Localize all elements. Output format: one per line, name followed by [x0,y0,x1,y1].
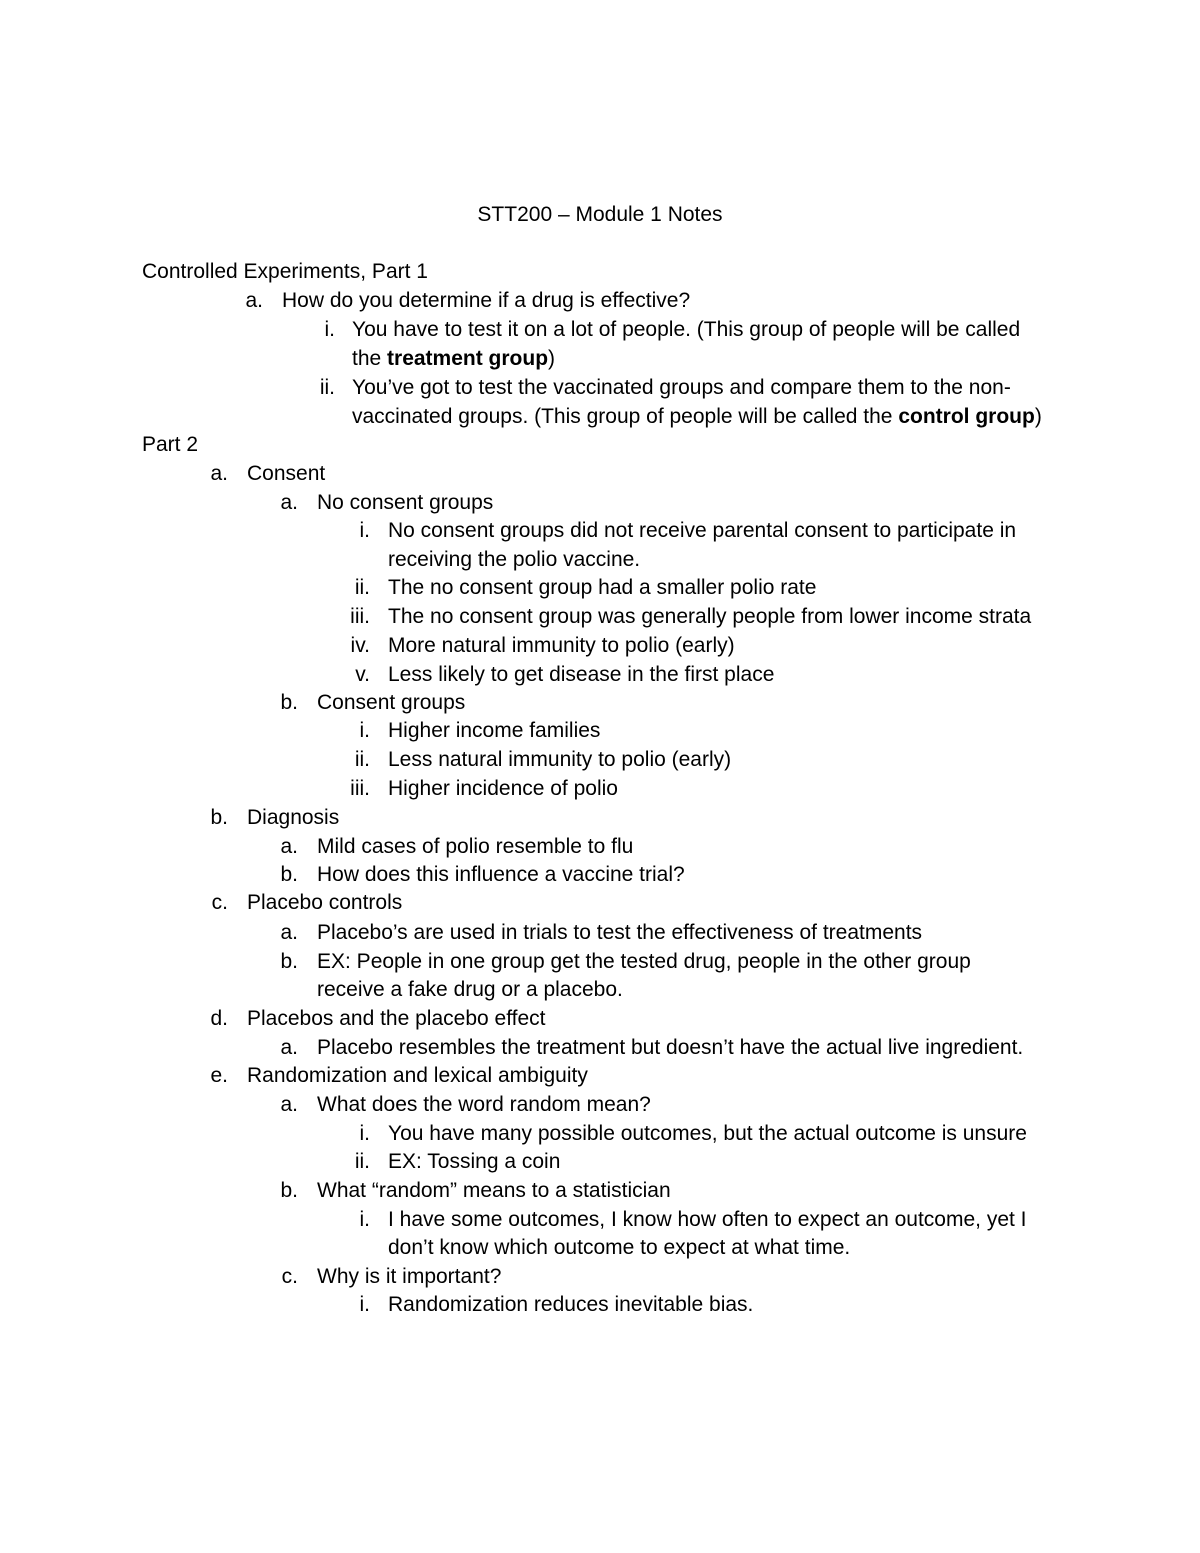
list-marker: ii. [354,748,370,771]
list-marker: v. [355,663,370,686]
list-marker: i. [359,1208,370,1231]
section-randomization: Randomization and lexical ambiguity [247,1064,588,1087]
subsection-no-consent: No consent groups [317,491,494,514]
list-item: Placebo resembles the treatment but doesn’t have the actual live ingredient. [317,1036,1024,1059]
subsection-random-statistician: What “random” means to a statistician [317,1179,671,1202]
list-marker: c. [281,1265,298,1288]
list-marker: iii. [350,777,370,800]
list-item: Less likely to get disease in the first place [388,663,775,686]
part1-point-2-line1: You’ve got to test the vaccinated groups and compare them to the non- [352,376,1011,399]
subsection-why-important: Why is it important? [317,1265,502,1288]
list-marker: b. [280,950,298,973]
list-marker: ii. [354,1150,370,1173]
part1-point-1-line2: the treatment group) [352,347,556,370]
list-marker: b. [280,1179,298,1202]
list-marker: a. [280,491,298,514]
control-group-term: control group [898,405,1035,428]
list-marker: d. [210,1007,228,1030]
list-marker: i. [359,1122,370,1145]
list-item: You have many possible outcomes, but the actual outcome is unsure [388,1122,1027,1145]
list-item: How does this influence a vaccine trial? [317,863,685,886]
list-marker: i. [359,719,370,742]
list-item-continuation: don’t know which outcome to expect at what time. [388,1236,851,1259]
subsection-consent-groups: Consent groups [317,691,466,714]
list-marker: a. [280,1036,298,1059]
part1-point-1-line1: You have to test it on a lot of people. (This group of people will be called [352,318,1021,341]
list-marker: b. [280,691,298,714]
section-placebo-effect: Placebos and the placebo effect [247,1007,546,1030]
treatment-group-term: treatment group [387,347,549,370]
list-item: I have some outcomes, I know how often to expect an outcome, yet I [388,1208,1027,1231]
list-item: Higher incidence of polio [388,777,618,800]
list-marker: e. [210,1064,228,1087]
part2-heading: Part 2 [142,433,199,456]
list-item-continuation: receive a fake drug or a placebo. [317,978,623,1001]
list-item: EX: People in one group get the tested drug, people in the other group [317,950,971,973]
list-marker: i. [359,1293,370,1316]
section-placebo-controls: Placebo controls [247,891,403,914]
list-marker: a. [280,921,298,944]
list-item: The no consent group had a smaller polio rate [388,576,817,599]
list-marker: b. [280,863,298,886]
list-item: Placebo’s are used in trials to test the effectiveness of treatments [317,921,923,944]
section-diagnosis: Diagnosis [247,806,340,829]
list-marker: iv. [350,634,370,657]
list-marker: a. [245,289,263,312]
list-marker: i. [324,318,335,341]
list-item: More natural immunity to polio (early) [388,634,735,657]
list-marker: i. [359,519,370,542]
part1-question: How do you determine if a drug is effective? [282,289,691,312]
list-item: Less natural immunity to polio (early) [388,748,732,771]
section-consent: Consent [247,462,326,485]
list-marker: a. [280,1093,298,1116]
part1-heading: Controlled Experiments, Part 1 [142,260,428,283]
list-item: No consent groups did not receive parental consent to participate in [388,519,1017,542]
list-marker: iii. [350,605,370,628]
list-item: The no consent group was generally people from lower income strata [388,605,1032,628]
page-title: STT200 – Module 1 Notes [477,203,723,226]
list-item-continuation: receiving the polio vaccine. [388,548,641,571]
part1-point-2-line2: vaccinated groups. (This group of people will be called the control group) [352,405,1042,428]
list-marker: a. [210,462,228,485]
list-marker: a. [280,835,298,858]
list-item: Higher income families [388,719,601,742]
list-item: Mild cases of polio resemble to flu [317,835,634,858]
list-item: Randomization reduces inevitable bias. [388,1293,754,1316]
subsection-random-meaning: What does the word random mean? [317,1093,651,1116]
list-item: EX: Tossing a coin [388,1150,561,1173]
list-marker: b. [210,806,228,829]
list-marker: c. [211,891,228,914]
list-marker: ii. [354,576,370,599]
list-marker: ii. [319,376,335,399]
